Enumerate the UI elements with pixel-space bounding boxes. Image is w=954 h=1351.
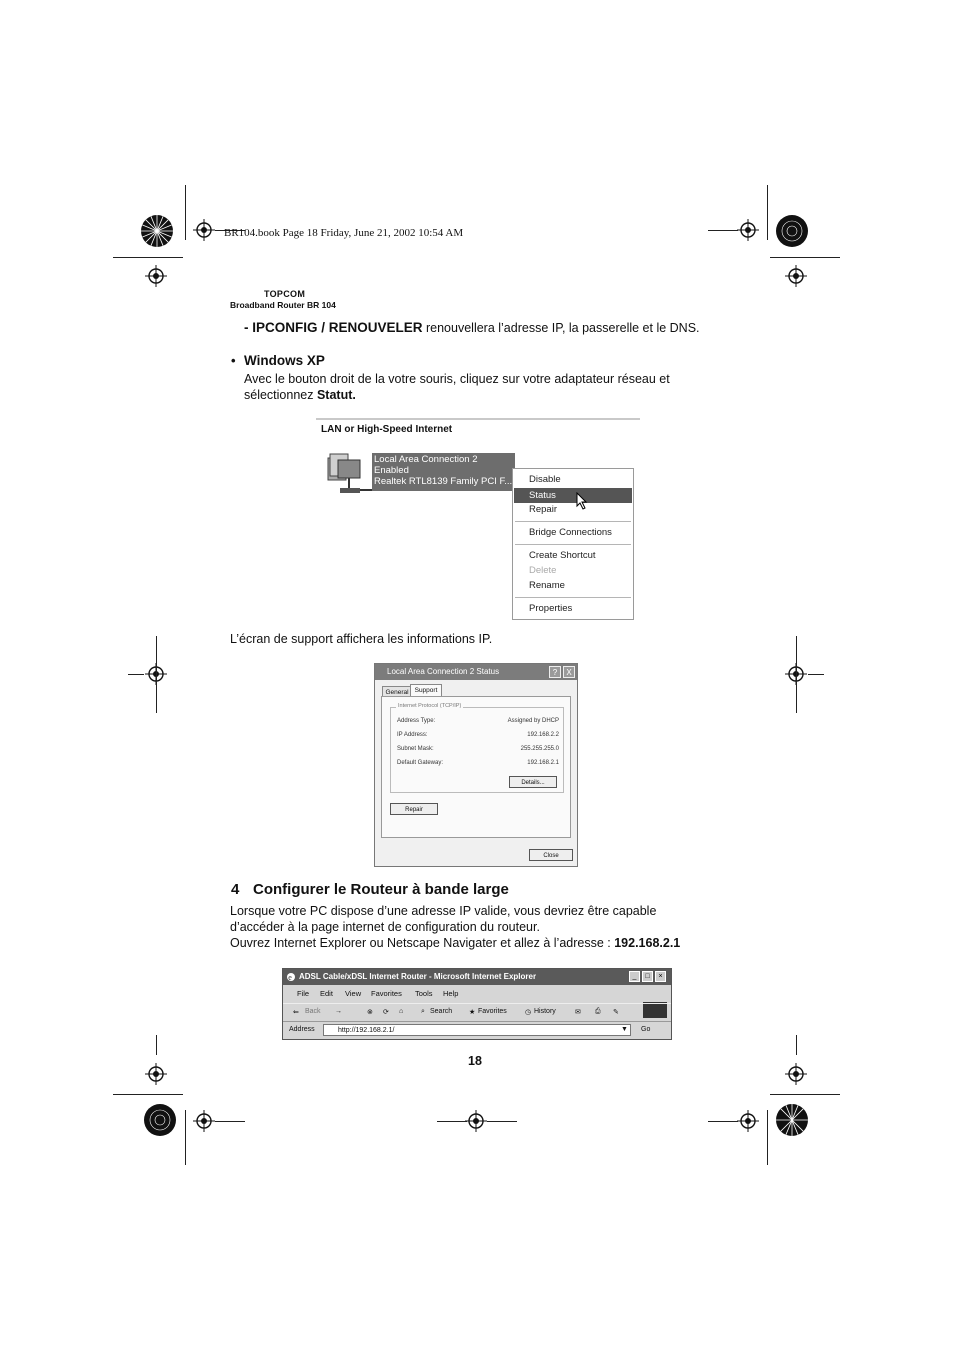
menu-file[interactable]: File — [297, 989, 310, 998]
windows-xp-line2-text: sélectionnez — [244, 388, 317, 402]
bullet: • — [231, 353, 236, 368]
windows-xp-line1: Avec le bouton droit de la votre souris, cliquez sur votre adaptateur réseau et — [244, 372, 670, 386]
row-label: IP Address: — [397, 732, 428, 738]
crop-line — [113, 257, 183, 258]
lan-header: LAN or High-Speed Internet — [316, 418, 640, 440]
menu-item-repair[interactable]: Repair — [529, 504, 557, 515]
page-number: 18 — [468, 1054, 482, 1068]
crop-line — [770, 257, 840, 258]
row-value: Assigned by DHCP — [507, 718, 559, 724]
ipconfig-text: renouvellera l’adresse IP, la passerelle et le DNS. — [422, 321, 700, 335]
menu-item-shortcut[interactable]: Create Shortcut — [529, 550, 596, 561]
section-line2: d’accéder à la page internet de configuration du routeur. — [230, 920, 540, 934]
crop-line — [770, 1094, 840, 1095]
menu-edit[interactable]: Edit — [320, 989, 333, 998]
crop-line — [185, 185, 186, 240]
menu-separator — [515, 597, 631, 598]
menu-tools[interactable]: Tools — [415, 989, 433, 998]
crop-line — [156, 636, 157, 713]
crosshair-target-icon — [785, 265, 807, 287]
crosshair-target-icon — [465, 1110, 487, 1132]
dialog-title: Local Area Connection 2 Status — [375, 664, 577, 680]
repair-button[interactable]: Repair — [390, 803, 438, 815]
crop-line — [128, 674, 144, 675]
search-icon[interactable]: ⌕ — [421, 1008, 425, 1015]
menu-favorites[interactable]: Favorites — [371, 989, 402, 998]
svg-text:e: e — [288, 973, 292, 982]
crop-line — [808, 674, 824, 675]
row-label: Default Gateway: — [397, 760, 444, 766]
crosshair-target-icon — [737, 219, 759, 241]
back-arrow-icon[interactable]: ⇐ — [293, 1009, 299, 1016]
ie-logo-icon — [286, 972, 296, 982]
toolbar-back[interactable]: Back — [305, 1008, 321, 1015]
menu-item-disable[interactable]: Disable — [529, 474, 561, 485]
router-address: 192.168.2.1 — [614, 936, 681, 950]
crop-line — [796, 1035, 797, 1055]
crosshair-target-icon — [145, 265, 167, 287]
selected-connection[interactable] — [372, 453, 515, 491]
info-row — [397, 760, 559, 766]
stop-icon[interactable]: ⊗ — [367, 1009, 373, 1016]
brand-logo: TOPCOM — [264, 289, 306, 299]
address-bar — [283, 1021, 671, 1039]
address-label: Address — [289, 1026, 315, 1033]
edit-icon[interactable]: ✎ — [613, 1009, 619, 1016]
dialog-close-icon[interactable]: X — [563, 666, 575, 678]
menu-item-status[interactable]: Status — [514, 488, 632, 503]
windows-xp-heading: Windows XP — [244, 353, 325, 368]
dropdown-arrow-icon[interactable]: ▼ — [621, 1026, 628, 1033]
crop-line — [185, 1110, 186, 1165]
go-button[interactable]: Go — [641, 1026, 651, 1033]
menu-separator — [515, 544, 631, 545]
address-input[interactable]: http://192.168.2.1/ — [323, 1024, 631, 1036]
ipconfig-line — [244, 320, 700, 335]
network-adapter-icon — [324, 450, 374, 498]
connection-name: Local Area Connection 2 — [374, 454, 478, 465]
close-icon[interactable]: × — [655, 971, 666, 982]
toolbar-search[interactable]: Search — [430, 1008, 453, 1015]
crop-line — [215, 1121, 245, 1122]
product-name: Broadband Router BR 104 — [230, 300, 336, 310]
tab-support[interactable]: Support — [410, 684, 442, 697]
support-caption: L’écran de support affichera les informations IP. — [230, 632, 493, 646]
maximize-icon[interactable]: □ — [642, 971, 653, 982]
minimize-icon[interactable]: _ — [629, 971, 640, 982]
details-button[interactable]: Details... — [509, 776, 557, 788]
crop-line — [767, 185, 768, 240]
section-heading: Configurer le Routeur à bande large — [253, 881, 509, 898]
print-icon[interactable]: ⎙ — [595, 1008, 601, 1015]
group-label: Internet Protocol (TCP/IP) — [398, 703, 462, 709]
section-line1: Lorsque votre PC dispose d’une adresse IP valide, vous devriez être capable — [230, 904, 657, 918]
info-row — [397, 732, 559, 738]
crop-line — [156, 1035, 157, 1055]
ie-menubar — [283, 986, 671, 1002]
crosshair-target-icon — [193, 1110, 215, 1132]
section-line3-text: Ouvrez Internet Explorer ou Netscape Navigater et allez à l’adresse : — [230, 936, 615, 950]
info-row — [397, 718, 559, 724]
windows-xp-line2-bold: Statut. — [316, 388, 356, 402]
context-menu — [512, 468, 634, 620]
favorites-icon[interactable]: ★ — [469, 1009, 476, 1016]
crop-line — [708, 230, 738, 231]
crosshair-target-icon — [785, 1063, 807, 1085]
registration-starburst-icon — [775, 1103, 809, 1137]
ie-screenshot — [282, 968, 672, 1040]
ie-toolbar — [283, 1003, 671, 1022]
toolbar-favorites[interactable]: Favorites — [478, 1008, 507, 1015]
history-icon[interactable]: ◷ — [525, 1009, 532, 1016]
tab-general[interactable]: General — [382, 686, 412, 697]
menu-help[interactable]: Help — [443, 989, 459, 998]
lan-screenshot — [316, 418, 640, 622]
crop-line — [796, 636, 797, 713]
crop-line — [767, 1110, 768, 1165]
crop-line — [487, 1121, 517, 1122]
crop-line — [437, 1121, 467, 1122]
ipconfig-bold: - IPCONFIG / RENOUVELER — [244, 320, 423, 335]
row-value: 192.168.2.2 — [527, 732, 559, 738]
row-value: 192.168.2.1 — [527, 760, 559, 766]
row-label: Subnet Mask: — [397, 746, 434, 752]
ie-title: ADSL Cable/xDSL Internet Router - Microsoft Internet Explorer — [283, 969, 671, 985]
crop-line — [113, 1094, 183, 1095]
tcpip-group — [390, 703, 564, 793]
crop-line — [708, 1121, 738, 1122]
menu-item-rename[interactable]: Rename — [529, 580, 565, 591]
registration-starburst-icon — [775, 214, 809, 248]
home-icon[interactable]: ⌂ — [399, 1008, 404, 1015]
row-label: Address Type: — [397, 718, 436, 724]
help-button[interactable]: ? — [549, 666, 561, 678]
crosshair-target-icon — [145, 1063, 167, 1085]
crosshair-target-icon — [193, 219, 215, 241]
mail-icon[interactable]: ✉ — [575, 1009, 581, 1016]
close-button[interactable]: Close — [529, 849, 573, 861]
connection-state: Enabled — [374, 465, 409, 476]
info-row — [397, 746, 559, 752]
refresh-icon[interactable]: ⟳ — [383, 1009, 389, 1016]
forward-arrow-icon[interactable]: → — [335, 1008, 342, 1015]
section-line3 — [230, 935, 680, 951]
menu-item-delete: Delete — [529, 565, 557, 576]
crosshair-target-icon — [737, 1110, 759, 1132]
menu-item-bridge[interactable]: Bridge Connections — [529, 527, 612, 538]
menu-separator — [515, 521, 631, 522]
mouse-pointer-icon — [576, 492, 588, 510]
status-dialog — [374, 663, 578, 867]
menu-item-properties[interactable]: Properties — [529, 603, 573, 614]
toolbar-history[interactable]: History — [534, 1008, 556, 1015]
connection-device: Realtek RTL8139 Family PCI F... — [374, 476, 513, 487]
support-panel — [381, 696, 571, 838]
print-header: BR104.book Page 18 Friday, June 21, 2002 10:54 AM — [224, 227, 464, 239]
section-number: 4 — [231, 881, 240, 898]
registration-starburst-icon — [140, 214, 174, 248]
registration-starburst-icon — [143, 1103, 177, 1137]
menu-view[interactable]: View — [345, 989, 362, 998]
row-value: 255.255.255.0 — [520, 746, 559, 752]
windows-xp-line2 — [244, 387, 356, 403]
